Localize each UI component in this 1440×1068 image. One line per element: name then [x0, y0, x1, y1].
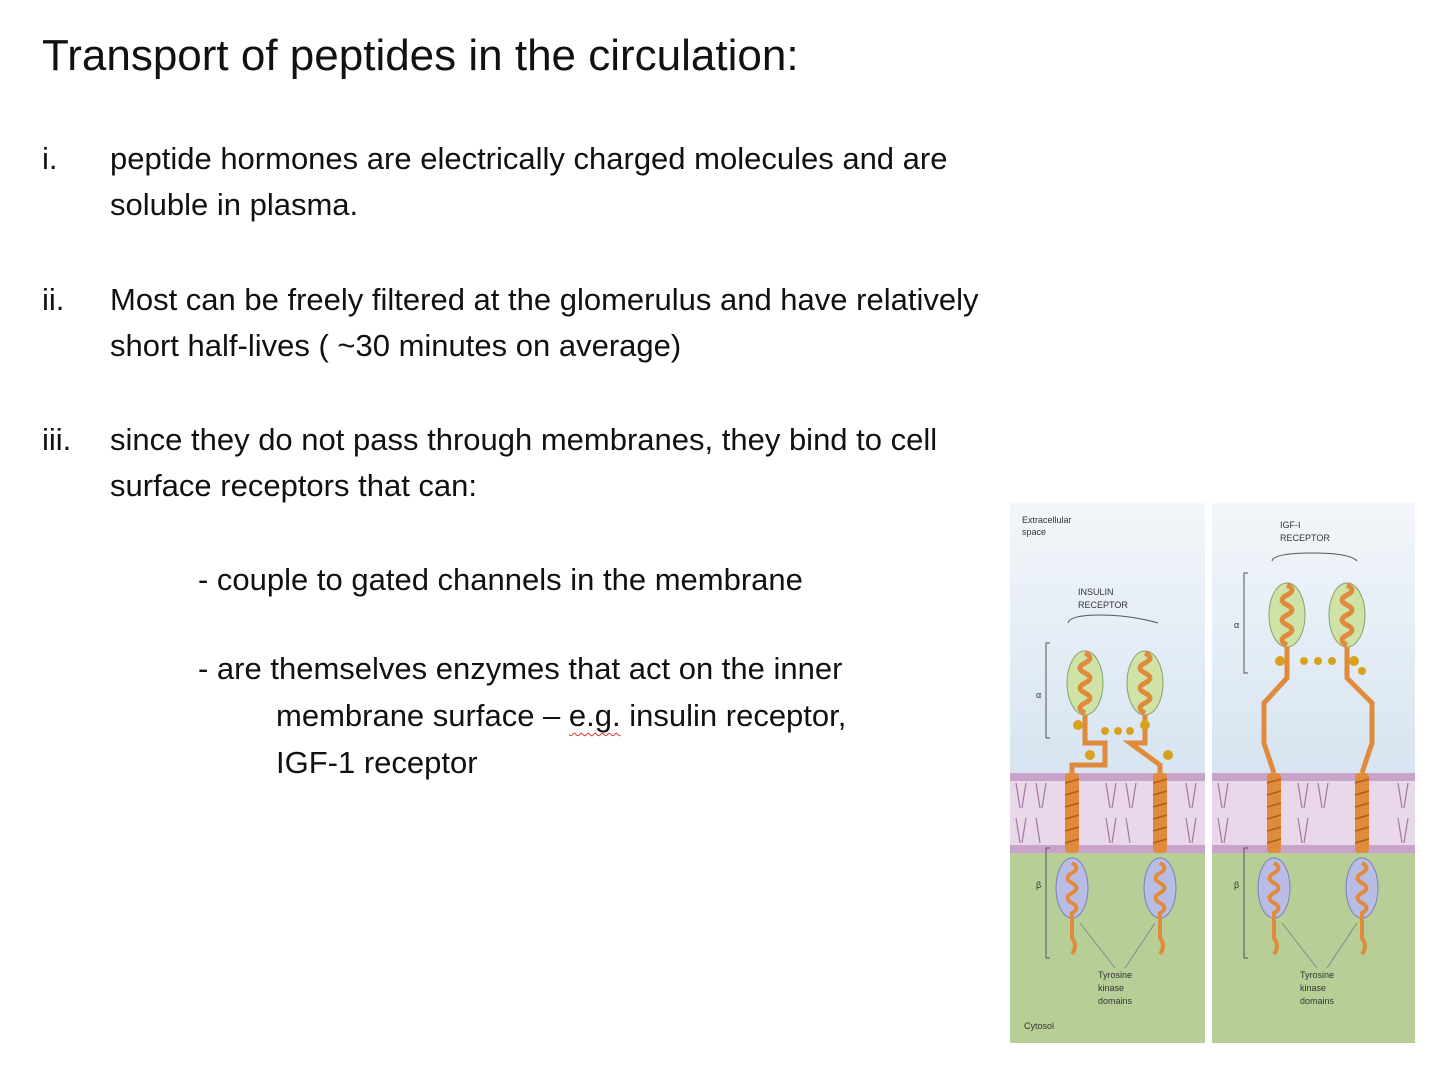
list-text-line: peptide hormones are electrically charged molecules and are: [110, 141, 948, 176]
slide-title: Transport of peptides in the circulation:: [42, 31, 799, 80]
list-item-i: [42, 136, 947, 228]
subitem-gated-channels: [198, 556, 803, 603]
spellcheck-word: e.g.: [568, 698, 621, 733]
subitem-text: - are themselves enzymes that act on the inner: [198, 651, 843, 686]
subitem-text-segment: membrane surface –: [276, 698, 569, 733]
list-item-iii: [42, 417, 937, 509]
igf-receptor-label: IGF-I: [1280, 520, 1301, 530]
list-text-line: Most can be freely filtered at the glomerulus and have relatively: [110, 282, 979, 317]
list-text: [110, 417, 937, 509]
beta-label: β: [1234, 880, 1240, 890]
list-number: iii.: [42, 422, 72, 457]
tyrosine-label: Tyrosine: [1098, 970, 1133, 980]
list-text: [110, 277, 978, 369]
tyrosine-label: Tyrosine: [1300, 970, 1335, 980]
receptor-diagram: [1010, 503, 1415, 1043]
list-number: i.: [42, 141, 58, 176]
extracellular-label: Extracellular: [1022, 515, 1072, 525]
list-text-line: soluble in plasma.: [110, 187, 359, 222]
list-text-line: since they do not pass through membranes, they bind to cell: [110, 422, 938, 457]
tyrosine-label-2: kinase: [1098, 983, 1125, 993]
list-text-line: short half-lives ( ~30 minutes on average): [110, 328, 682, 363]
receptor-figure: [1010, 503, 1415, 1043]
igf-panel: [1212, 503, 1415, 1043]
subitem-text-line2: [198, 692, 846, 739]
subitem-text-line3: IGF-1 receptor: [276, 745, 478, 780]
extracellular-label-2: space: [1022, 527, 1047, 537]
insulin-receptor-label-2: RECEPTOR: [1078, 600, 1128, 610]
alpha-label: α: [1036, 690, 1042, 700]
list-text-line: surface receptors that can:: [110, 468, 478, 503]
alpha-label: α: [1234, 620, 1240, 630]
list-item-ii: [42, 277, 978, 369]
insulin-panel: [1010, 503, 1205, 1043]
subitem-enzymes: [198, 645, 846, 786]
cytosol-label: Cytosol: [1024, 1021, 1055, 1031]
list-number: ii.: [42, 282, 65, 317]
tyrosine-label-3: domains: [1300, 996, 1335, 1006]
list-text: [110, 136, 947, 228]
subitem-text-segment: insulin receptor,: [620, 698, 847, 733]
subitem-text: - couple to gated channels in the membrane: [198, 562, 803, 597]
tyrosine-label-3: domains: [1098, 996, 1133, 1006]
beta-label: β: [1036, 880, 1042, 890]
insulin-receptor-label: INSULIN: [1078, 587, 1114, 597]
igf-receptor-label-2: RECEPTOR: [1280, 533, 1330, 543]
tyrosine-label-2: kinase: [1300, 983, 1327, 993]
